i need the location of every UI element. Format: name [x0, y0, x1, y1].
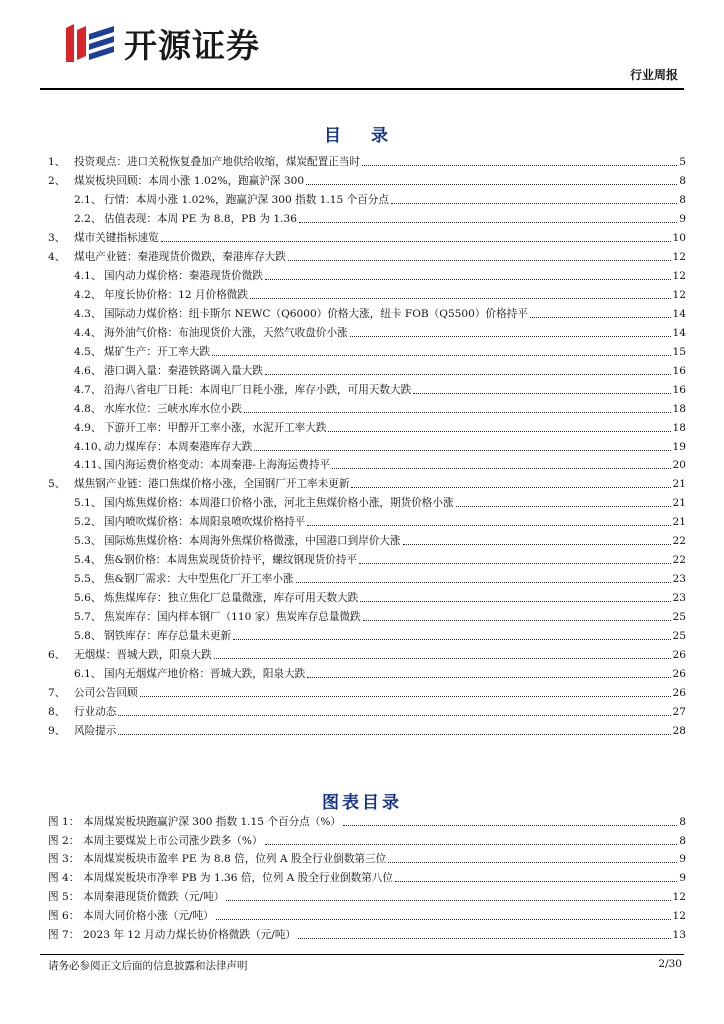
entry-title: 本周秦港现货价微跌（元/吨） [83, 890, 225, 903]
leader-dots [161, 241, 671, 242]
entry-page: 25 [672, 630, 686, 643]
page-header [40, 0, 684, 92]
entry-page: 5 [679, 155, 686, 168]
entry-page: 10 [672, 231, 686, 244]
entry-page: 8 [679, 174, 686, 187]
toc-entry[interactable] [48, 283, 686, 302]
figure-entry[interactable] [48, 923, 686, 942]
leader-dots [530, 317, 671, 318]
leader-dots [359, 563, 670, 564]
toc-entry[interactable] [48, 586, 686, 605]
entry-number: 4.2、 [74, 288, 102, 301]
entry-page: 27 [672, 706, 686, 719]
toc-entry[interactable] [48, 416, 686, 435]
entry-page: 8 [679, 834, 686, 847]
header-rule [40, 88, 684, 90]
footer-disclaimer: 请务必参阅正文后面的信息披露和法律声明 [48, 960, 248, 972]
leader-dots [388, 862, 677, 863]
entry-title: 国内海运费价格变动：本周秦港-上海海运费持平 [104, 459, 331, 472]
entry-title: 本周煤炭板块市净率 PB 为 1.36 倍，位列 A 股全行业倒数第八位 [83, 872, 394, 885]
entry-number: 4.4、 [74, 326, 102, 339]
entry-title: 2023 年 12 月动力煤长协价格微跌（元/吨） [83, 928, 297, 941]
report-type-label: 行业周报 [629, 68, 678, 82]
entry-number: 5.8、 [74, 630, 102, 643]
page-number: 2/30 [658, 958, 682, 970]
entry-page: 15 [672, 345, 686, 358]
figure-list-title: 图表目录 [322, 793, 402, 813]
entry-title: 行情：本周小涨 1.02%，跑赢沪深 300 指数 1.15 个百分点 [104, 193, 389, 206]
entry-page: 12 [672, 288, 686, 301]
entry-number: 4.10、 [74, 440, 109, 453]
toc-entry[interactable] [48, 378, 686, 397]
leader-dots [360, 601, 670, 602]
leader-dots [299, 222, 677, 223]
entry-title: 国内无烟煤产地价格：晋城大跌，阳泉大跌 [104, 668, 306, 681]
toc-entry[interactable] [48, 321, 686, 340]
leader-dots [332, 468, 670, 469]
entry-number: 图 7： [48, 928, 80, 941]
figure-entry[interactable] [48, 848, 686, 867]
entry-number: 6、 [48, 649, 66, 662]
leader-dots [265, 279, 671, 280]
entry-page: 9 [679, 853, 686, 866]
entry-title: 煤矿生产：开工率大跌 [104, 345, 210, 358]
toc-entry[interactable] [48, 624, 686, 643]
footer-rule [40, 954, 684, 955]
leader-dots [250, 298, 671, 299]
entry-page: 25 [672, 611, 686, 624]
toc-entry[interactable] [48, 264, 686, 283]
entry-number: 图 3： [48, 853, 80, 866]
leader-dots [403, 544, 671, 545]
entry-number: 5.6、 [74, 592, 102, 605]
entry-title: 国内动力煤价格：秦港现货价微跌 [104, 269, 263, 282]
entry-number: 5.4、 [74, 554, 102, 567]
entry-page: 12 [672, 909, 686, 922]
entry-page: 18 [672, 421, 686, 434]
figure-entry[interactable] [48, 866, 686, 885]
brand-logo [62, 20, 260, 66]
entry-number: 图 6： [48, 909, 80, 922]
entry-number: 图 5： [48, 890, 80, 903]
leader-dots [456, 506, 671, 507]
entry-number: 7、 [48, 687, 66, 700]
entry-title: 国内喷吹煤价格：本周阳泉喷吹煤价格持平 [104, 516, 306, 529]
entry-number: 4.11、 [74, 459, 109, 472]
entry-number: 4.8、 [74, 402, 102, 415]
toc-entry[interactable] [48, 359, 686, 378]
entry-page: 21 [672, 516, 686, 529]
entry-number: 5.1、 [74, 497, 102, 510]
entry-title: 动力煤库存：本周秦港库存大跌 [104, 440, 253, 453]
toc-entry[interactable] [48, 302, 686, 321]
entry-page: 9 [679, 212, 686, 225]
entry-title: 焦炭库存：国内样本钢厂（110 家）焦炭库存总量微跌 [104, 611, 361, 624]
toc-entry[interactable] [48, 454, 686, 473]
figure-entry[interactable] [48, 829, 686, 848]
toc-entry[interactable] [48, 491, 686, 510]
toc-list [48, 150, 686, 738]
entry-title: 本周主要煤炭上市公司涨少跌多（%） [83, 834, 263, 847]
leader-dots [118, 734, 670, 735]
leader-dots [216, 919, 671, 920]
entry-title: 年度长协价格：12 月价格微跌 [104, 288, 248, 301]
entry-title: 本周煤炭板块市盈率 PE 为 8.8 倍，位列 A 股全行业倒数第三位 [83, 853, 387, 866]
toc-entry[interactable] [48, 700, 686, 719]
leader-dots [413, 393, 670, 394]
entry-number: 2.2、 [74, 212, 102, 225]
leader-dots [363, 620, 671, 621]
leader-dots [226, 900, 670, 901]
entry-title: 焦&钢价格：本周焦炭现货价持平，螺纹钢现货价持平 [104, 554, 358, 567]
entry-page: 23 [672, 573, 686, 586]
leader-dots [306, 184, 677, 185]
toc-entry[interactable] [48, 188, 686, 207]
leader-dots [395, 881, 677, 882]
entry-page: 13 [672, 928, 686, 941]
entry-title: 沿海八省电厂日耗：本周电厂日耗小涨，库存小跌，可用天数大跌 [104, 383, 412, 396]
toc-entry[interactable] [48, 548, 686, 567]
entry-page: 26 [672, 649, 686, 662]
entry-title: 国内炼焦煤价格：本周港口价格小涨，河北主焦煤价格小涨，期货价格小涨 [104, 497, 454, 510]
leader-dots [265, 844, 678, 845]
entry-title: 行业动态 [74, 706, 117, 719]
leader-dots [233, 639, 670, 640]
leader-dots [288, 260, 671, 261]
leader-dots [328, 431, 670, 432]
entry-page: 8 [679, 193, 686, 206]
toc-entry[interactable] [48, 397, 686, 416]
entry-number: 8、 [48, 706, 66, 719]
entry-title: 煤电产业链：秦港现货价微跌，秦港库存大跌 [74, 250, 286, 263]
toc-title: 目 录 [324, 126, 400, 146]
leader-dots [118, 715, 670, 716]
entry-title: 水库水位：三峡水库水位小跌 [104, 402, 242, 415]
leader-dots [212, 355, 671, 356]
entry-number: 4.7、 [74, 383, 102, 396]
entry-number: 4.5、 [74, 345, 102, 358]
leader-dots [362, 165, 677, 166]
entry-page: 14 [672, 307, 686, 320]
entry-page: 22 [672, 535, 686, 548]
leader-dots [391, 203, 677, 204]
leader-dots [265, 374, 671, 375]
entry-page: 22 [672, 554, 686, 567]
leader-dots [296, 582, 671, 583]
toc-entry[interactable] [48, 169, 686, 188]
entry-number: 4.9、 [74, 421, 102, 434]
entry-title: 国际炼焦煤价格：本周海外焦煤价格微涨，中国港口到岸价大涨 [104, 535, 401, 548]
entry-number: 2、 [48, 174, 66, 187]
kaiyuan-logo-icon [62, 20, 118, 66]
toc-entry[interactable] [48, 662, 686, 681]
entry-page: 16 [672, 364, 686, 377]
entry-title: 港口调入量：秦港铁路调入量大跌 [104, 364, 263, 377]
leader-dots [350, 336, 671, 337]
entry-page: 19 [672, 440, 686, 453]
entry-title: 估值表现：本周 PE 为 8.8，PB 为 1.36 [104, 212, 297, 225]
entry-number: 4.6、 [74, 364, 102, 377]
toc-entry[interactable] [48, 245, 686, 264]
entry-number: 6.1、 [74, 668, 102, 681]
entry-page: 26 [672, 687, 686, 700]
toc-entry[interactable] [48, 207, 686, 226]
entry-number: 5.2、 [74, 516, 102, 529]
entry-page: 9 [679, 872, 686, 885]
toc-entry[interactable] [48, 472, 686, 491]
entry-page: 23 [672, 592, 686, 605]
figure-entry[interactable] [48, 904, 686, 923]
entry-title: 煤市关键指标速览 [74, 231, 159, 244]
entry-number: 5.7、 [74, 611, 102, 624]
toc-entry[interactable] [48, 340, 686, 359]
entry-number: 4.1、 [74, 269, 102, 282]
entry-number: 4.3、 [74, 307, 102, 320]
entry-title: 下游开工率：甲醇开工率小涨，水泥开工率大跌 [104, 421, 327, 434]
entry-title: 焦&钢厂需求：大中型焦化厂开工率小涨 [104, 573, 294, 586]
entry-title: 煤焦钢产业链：港口焦煤价格小涨，全国钢厂开工率未更新 [74, 478, 350, 491]
entry-title: 本周大同价格小涨（元/吨） [83, 909, 214, 922]
entry-page: 12 [672, 250, 686, 263]
leader-dots [351, 487, 670, 488]
entry-number: 图 2： [48, 834, 80, 847]
leader-dots [254, 450, 670, 451]
entry-title: 煤炭板块回顾：本周小涨 1.02%，跑赢沪深 300 [74, 174, 305, 187]
entry-title: 炼焦煤库存：独立焦化厂总量微涨，库存可用天数大跌 [104, 592, 359, 605]
entry-page: 16 [672, 383, 686, 396]
entry-number: 1、 [48, 155, 66, 168]
leader-dots [343, 825, 677, 826]
entry-title: 无烟煤：晋城大跌，阳泉大跌 [74, 649, 212, 662]
entry-page: 21 [672, 497, 686, 510]
toc-entry[interactable] [48, 226, 686, 245]
entry-number: 5.3、 [74, 535, 102, 548]
brand-name: 开源证券 [124, 25, 260, 65]
leader-dots [298, 938, 670, 939]
entry-number: 5、 [48, 478, 66, 491]
entry-title: 风险提示 [74, 725, 117, 738]
entry-number: 图 4： [48, 872, 80, 885]
leader-dots [214, 658, 671, 659]
entry-page: 14 [672, 326, 686, 339]
entry-page: 12 [672, 890, 686, 903]
entry-page: 18 [672, 402, 686, 415]
toc-entry[interactable] [48, 150, 686, 169]
leader-dots [244, 412, 671, 413]
entry-title: 海外油气价格：布油现货价大涨，天然气收盘价小涨 [104, 326, 348, 339]
entry-page: 8 [679, 815, 686, 828]
entry-title: 国际动力煤价格：纽卡斯尔 NEWC（Q6000）价格大涨，纽卡 FOB（Q5500）价格持平 [104, 307, 528, 320]
leader-dots [307, 525, 670, 526]
entry-number: 4、 [48, 250, 66, 263]
toc-entry[interactable] [48, 643, 686, 662]
entry-number: 5.5、 [74, 573, 102, 586]
entry-title: 本周煤炭板块跑赢沪深 300 指数 1.15 个百分点（%） [83, 815, 342, 828]
toc-entry[interactable] [48, 605, 686, 624]
entry-number: 3、 [48, 231, 66, 244]
entry-page: 21 [672, 478, 686, 491]
entry-page: 20 [672, 459, 686, 472]
figure-entry[interactable] [48, 810, 686, 829]
entry-page: 12 [672, 269, 686, 282]
toc-entry[interactable] [48, 681, 686, 700]
entry-page: 28 [672, 725, 686, 738]
entry-number: 图 1： [48, 815, 80, 828]
entry-number: 9、 [48, 725, 66, 738]
entry-title: 投资观点：进口关税恢复叠加产地供给收缩，煤炭配置正当时 [74, 155, 361, 168]
toc-entry[interactable] [48, 529, 686, 548]
figure-list [48, 810, 686, 942]
entry-title: 公司公告回顾 [74, 687, 138, 700]
toc-entry[interactable] [48, 719, 686, 738]
entry-number: 2.1、 [74, 193, 102, 206]
leader-dots [140, 696, 671, 697]
toc-entry[interactable] [48, 435, 686, 454]
toc-entry[interactable] [48, 510, 686, 529]
toc-entry[interactable] [48, 567, 686, 586]
entry-page: 26 [672, 668, 686, 681]
leader-dots [307, 677, 670, 678]
figure-entry[interactable] [48, 885, 686, 904]
entry-title: 钢铁库存：库存总量未更新 [104, 630, 232, 643]
